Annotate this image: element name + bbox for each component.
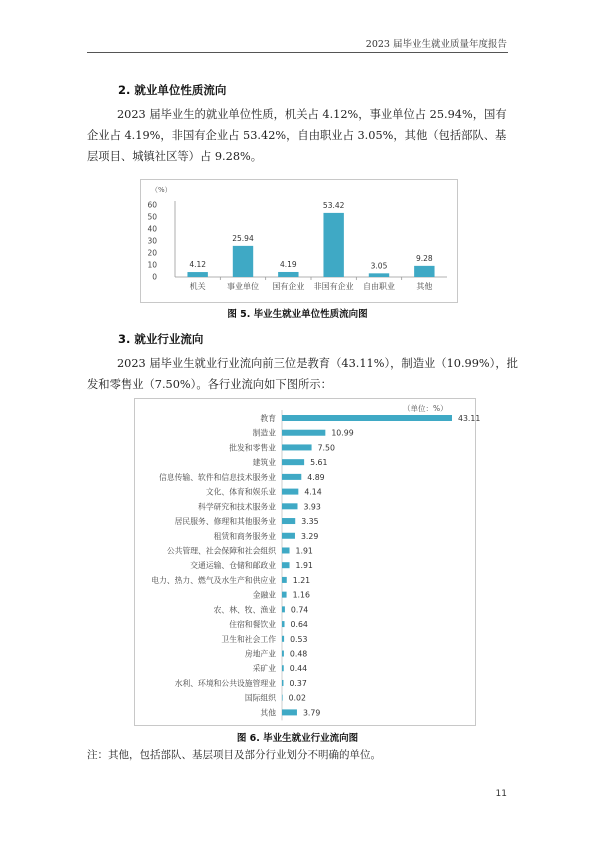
data-label: 1.21 [292,575,311,585]
bar [282,577,287,583]
bar [282,636,284,642]
data-label: 3.05 [370,261,388,271]
paragraph-line: 2023 届毕业生的就业单位性质，机关占 4.12%，事业单位占 25.94%，国有 [117,108,507,121]
category-label: 制造业 [252,428,276,438]
category-label: 国际组织 [244,693,276,703]
bar [282,503,297,509]
bar [282,562,290,568]
data-label: 3.29 [300,531,319,541]
category-label: 其他 [260,708,276,718]
industry-chart-svg [135,399,481,725]
y-tick-label: 40 [147,224,157,234]
paragraph-unit-nature [87,104,509,167]
data-label: 0.48 [289,649,308,659]
category-label: 事业单位 [227,282,259,291]
data-label: 0.44 [289,664,308,674]
bar [282,533,295,539]
category-label: 国有企业 [272,282,305,291]
paragraph-line: 层项目、城镇社区等）占 9.28%。 [87,150,263,163]
category-label: 科学研究和技术服务业 [198,502,276,512]
category-label: 信息传输、软件和信息技术服务业 [159,472,276,482]
unit-nature-chart [140,179,458,303]
category-label: 非国有企业 [313,282,354,291]
category-label: 租赁和商务服务业 [213,531,276,541]
bar [282,651,284,657]
data-label: 10.99 [331,428,354,438]
paragraph-line: 企业占 4.19%，非国有企业占 53.42%，自由职业占 3.05%，其他（包括部队、基 [87,129,507,142]
section-heading-industry: 3. 就业行业流向 [118,332,204,346]
category-label: 居民服务、修理和其他服务业 [174,517,276,527]
bar [282,709,297,715]
category-label: 公共管理、社会保障和社会组织 [166,546,276,556]
bar [282,621,285,627]
header-divider [87,52,508,53]
bar [282,665,284,671]
category-label: 批发和零售业 [229,443,276,453]
category-label: 其他 [416,282,433,291]
data-label: 0.64 [290,620,308,630]
data-label: 3.79 [302,708,321,718]
category-label: 房地产业 [244,649,276,659]
data-label: 1.16 [292,590,310,600]
data-label: 53.42 [322,200,345,210]
bar [282,489,298,495]
bar [369,273,389,277]
bar [282,430,325,436]
paragraph-industry [87,353,518,395]
unit-nature-chart-svg [141,180,457,302]
y-unit-label: （%） [151,186,172,194]
paragraph-line: 发和零售业（7.50%）。各行业流向如下图所示： [87,378,332,391]
bar [282,695,283,701]
category-label: 交通运输、仓储和邮政业 [190,561,276,571]
data-label: 5.61 [310,458,328,468]
data-label: 1.91 [295,561,313,571]
category-label: 金融业 [252,590,276,600]
data-label: 25.94 [232,233,254,243]
y-tick-label: 10 [147,260,157,270]
paragraph-line: 2023 届毕业生就业行业流向前三位是教育（43.11%），制造业（10.99%），批 [117,357,518,370]
bar [282,592,287,598]
bar [323,213,343,277]
category-label: 采矿业 [252,664,276,674]
data-label: 0.53 [290,634,308,644]
chart-caption-industry: 图 6. 毕业生就业行业流向图 [236,733,359,744]
category-label: 卫生和社会工作 [221,634,276,644]
bar [278,272,298,277]
data-label: 4.89 [307,472,325,482]
bar [282,415,452,421]
bar [282,547,290,553]
data-label: 7.50 [317,443,335,453]
bar [187,272,207,277]
category-label: 水利、环境和公共设施管理业 [174,678,276,688]
data-label: 4.14 [304,487,322,497]
category-label: 自由职业 [363,282,395,291]
data-label: 3.35 [301,517,319,527]
bar [233,246,253,277]
data-label: 0.37 [289,678,307,688]
category-label: 机关 [189,282,206,291]
footnote: 注：其他，包括部队、基层项目及部分行业划分不明确的单位。 [87,749,381,761]
category-label: 建筑业 [252,458,276,468]
data-label: 0.74 [290,605,309,615]
bar [282,459,304,465]
category-label: 文化、体育和娱乐业 [205,487,276,497]
section-heading-unit-nature: 2. 就业单位性质流向 [118,83,227,97]
data-label: 4.19 [279,259,297,269]
y-tick-label: 20 [147,248,157,258]
data-label: 43.11 [458,414,481,423]
bar [414,266,434,277]
category-label: 教育 [260,414,276,423]
bar [282,606,285,612]
bar [282,474,301,480]
category-label: 住宿和餐饮业 [229,620,276,630]
data-label: 4.12 [189,260,207,270]
category-label: 农、林、牧、渔业 [213,605,276,615]
data-label: 3.93 [303,502,321,512]
y-tick-label: 50 [147,212,157,222]
unit-label: （单位：%） [403,404,448,413]
industry-chart [134,398,481,726]
bar [282,518,295,524]
y-tick-label: 0 [152,272,157,282]
y-tick-label: 30 [147,236,157,246]
chart-caption-unit-nature: 图 5. 毕业生就业单位性质流向图 [227,309,368,320]
bar [282,444,312,450]
running-header: 2023 届毕业生就业质量年度报告 [365,39,507,50]
data-label: 9.28 [415,253,433,263]
page-number: 11 [495,789,507,799]
data-label: 1.91 [295,546,313,556]
y-tick-label: 60 [147,200,157,210]
category-label: 电力、热力、燃气及水生产和供应业 [151,575,276,585]
bar [282,680,283,686]
data-label: 0.02 [288,693,306,703]
